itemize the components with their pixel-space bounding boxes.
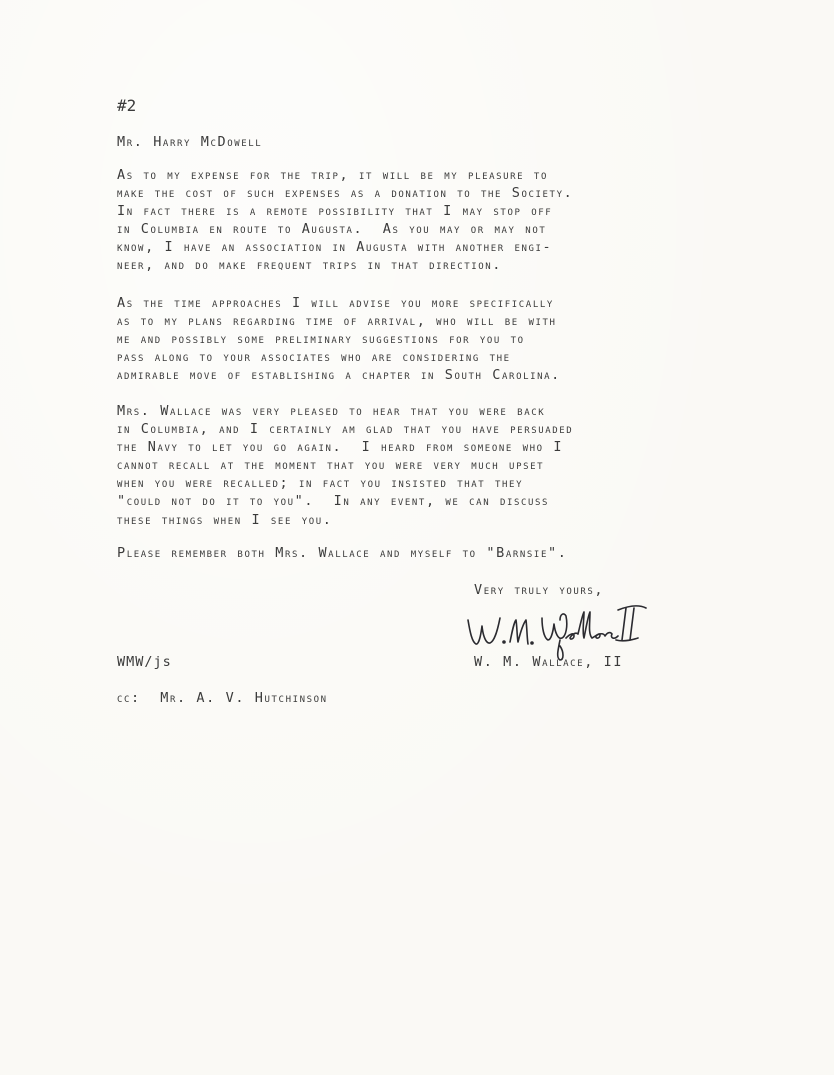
paragraph-line: me and possibly some preliminary suggestions for you to bbox=[117, 331, 525, 348]
recipient-line: Mr. Harry McDowell bbox=[117, 134, 263, 150]
paragraph-personal bbox=[117, 402, 573, 529]
paragraph-line: In fact there is a remote possibility that I may stop off bbox=[117, 203, 553, 220]
paragraph-line: in Columbia, and I certainly am glad that you have persuaded bbox=[117, 421, 574, 438]
paragraph-line: when you were recalled; in fact you insisted that they bbox=[117, 475, 524, 492]
paragraph-line: neer, and do make frequent trips in that direction. bbox=[117, 257, 503, 274]
paragraph-line: Mrs. Wallace was very pleased to hear that you were back bbox=[117, 403, 546, 419]
paragraph-line: admirable move of establishing a chapter in South Carolina. bbox=[117, 367, 561, 384]
paragraph-line: as to my plans regarding time of arrival, who will be with bbox=[117, 313, 557, 330]
reference-initials: WMW/js bbox=[117, 654, 172, 670]
remember-line: Please remember both Mrs. Wallace and myself to "Barnsie". bbox=[117, 545, 568, 561]
paragraph-line: pass along to your associates who are considering the bbox=[117, 349, 511, 366]
closing-line: Very truly yours, bbox=[474, 582, 605, 598]
paragraph-line: know, I have an association in Augusta with another engi- bbox=[117, 239, 553, 256]
paragraph-line: in Columbia en route to Augusta. As you may or may not bbox=[117, 221, 547, 238]
paragraph-expense bbox=[117, 166, 573, 275]
page-number: #2 bbox=[117, 96, 137, 115]
paragraph-line: cannot recall at the moment that you were very much upset bbox=[117, 457, 545, 474]
paragraph-line: As the time approaches I will advise you more specifically bbox=[117, 295, 554, 311]
paragraph-line: the Navy to let you go again. I heard from someone who I bbox=[117, 439, 564, 456]
typed-signature-name: W. M. Wallace, II bbox=[474, 654, 624, 670]
paragraph-line: these things when I see you. bbox=[117, 511, 333, 528]
paragraph-plans bbox=[117, 294, 561, 384]
paragraph-line: As to my expense for the trip, it will be my pleasure to bbox=[117, 167, 548, 183]
paragraph-line: make the cost of such expenses as a donation to the Society. bbox=[117, 185, 574, 202]
paragraph-line: "could not do it to you". In any event, we can discuss bbox=[117, 493, 550, 510]
carbon-copy-line: cc: Mr. A. V. Hutchinson bbox=[117, 690, 328, 706]
